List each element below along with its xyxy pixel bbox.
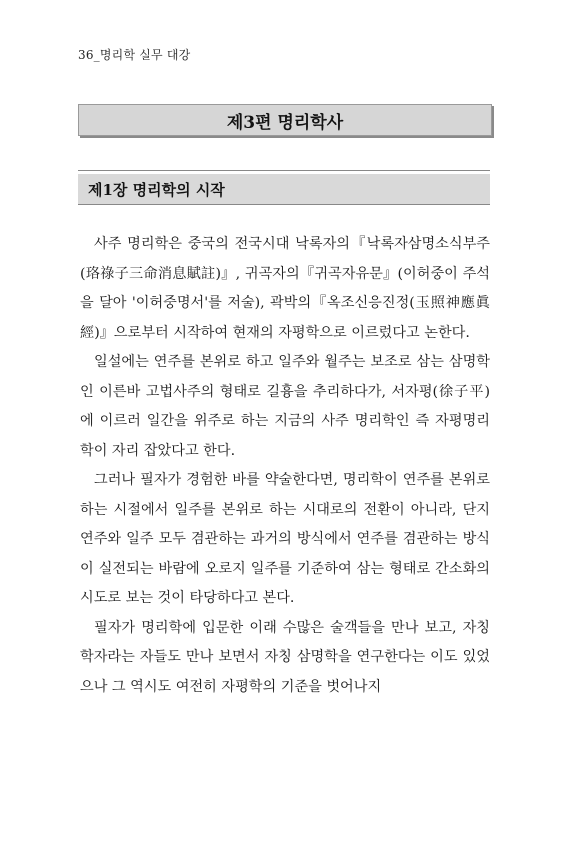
chapter-title: 제1장 명리학의 시작	[88, 180, 225, 199]
paragraph: 필자가 명리학에 입문한 이래 수많은 술객들을 만나 보고, 자칭 학자라는 자들도 만나 보면서 자칭 삼명학을 연구한다는 이도 있었으나 그 역시도 여전히 자평학의 기준을 벗어나지	[80, 619, 490, 695]
part-title: 제3편 명리학사	[226, 112, 344, 133]
paragraph: 일설에는 연주를 본위로 하고 일주와 월주는 보조로 삼는 삼명학인 이른바 고법사주의 형태로 길흉을 추리하다가, 서자평(徐子平)에 이르러 일간을 위주로 하는 지금의 사주 명리학인 즉 자평명리학이 자리 잡았다고 한다.	[80, 354, 490, 459]
body-text	[80, 230, 490, 702]
part-title-box	[78, 104, 492, 136]
chapter-top-rule	[78, 170, 490, 171]
running-header: 36_명리학 실무 대강	[78, 48, 191, 62]
paragraph: 그러나 필자가 경험한 바를 약술한다면, 명리학이 연주를 본위로 하는 시절에서 일주를 본위로 하는 시대로의 전환이 아니라, 단지 연주와 일주 모두 겸관하는 과거의 방식에서 연주를 겸관하는 방식이 실전되는 바람에 오로지 일주를 기준하여 삼는 형태로 간소화의 시도로 보는 것이 타당하다고 본다.	[80, 472, 490, 606]
chapter-heading	[78, 170, 490, 206]
paragraph: 사주 명리학은 중국의 전국시대 낙록자의『낙록자삼명소식부주(珞祿子三命消息賦註)』, 귀곡자의『귀곡자유문』(이허중이 주석을 달아 '이허중명서'를 저술), 곽박의『옥조신응진정(玉照神應眞經)』으로부터 시작하여 현재의 자평학으로 이르렀다고 논한다.	[80, 236, 490, 341]
chapter-band	[78, 174, 490, 205]
